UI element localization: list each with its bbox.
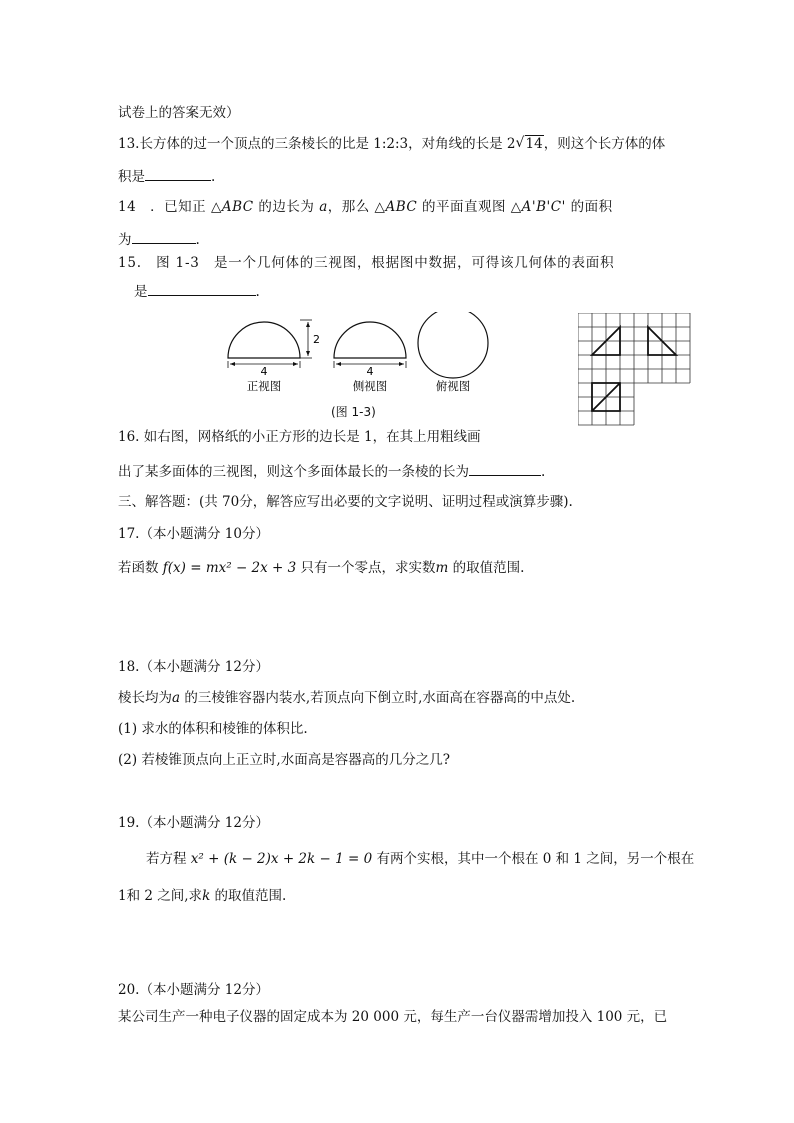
front-view-semicircle xyxy=(228,322,300,358)
q13-text-2: 积是 xyxy=(118,169,145,185)
q18-var-a: a xyxy=(172,690,181,706)
q13-text: 13.长方体的过一个顶点的三条棱长的比是 1:2:3，对角线的长是 2 xyxy=(118,136,516,152)
question-17-heading: 17.（本小题满分 10分） xyxy=(118,526,269,542)
side-view-label: 侧视图 xyxy=(352,379,388,393)
q17-text-3: 的取值范围. xyxy=(448,560,525,576)
q17-text-1: 若函数 xyxy=(118,560,163,576)
sqrt-symbol: √ 14 xyxy=(515,135,543,152)
q14-text-4: 的平面直观图 △ xyxy=(417,199,522,215)
line-instructions-tail: 试卷上的答案无效） xyxy=(118,105,240,121)
question-18-part-2: (2) 若棱锥顶点向上正立时,水面高是容器高的几分之几? xyxy=(118,752,450,768)
q14-text-2: 的边长为 xyxy=(253,199,320,215)
question-16-line-1: 16. 如右图，网格纸的小正方形的边长是 1，在其上用粗线画 xyxy=(118,429,481,445)
q14-a: a xyxy=(319,199,328,215)
answer-blank-15[interactable] xyxy=(148,281,256,296)
figure-caption: (图 1-3) xyxy=(331,405,376,419)
q14-text-3: ，那么 △ xyxy=(327,199,386,215)
question-20-body: 某公司生产一种电子仪器的固定成本为 20 000 元，每生产一台仪器需增加投入 100 元，已 xyxy=(118,1009,668,1025)
height-label: 2 xyxy=(313,333,320,346)
three-view-figure xyxy=(220,312,490,400)
q14-abc-2: ABC xyxy=(385,199,418,215)
q17-formula: f(x) = mx² − 2x + 3 xyxy=(162,560,297,576)
question-18-part-1: (1) 求水的体积和棱锥的体积比. xyxy=(118,721,308,737)
sqrt-radicand: 14 xyxy=(525,136,543,152)
q16-text-2: 出了某多面体的三视图，则这个多面体最长的一条棱的长为 xyxy=(118,464,469,480)
grid-three-views xyxy=(578,313,696,429)
question-14-line-2: 为 . xyxy=(118,229,200,249)
answer-blank-16[interactable] xyxy=(469,461,541,476)
question-19-body-1 xyxy=(146,850,694,868)
question-18-body xyxy=(118,689,575,707)
q17-text-2: 只有一个零点，求实数 xyxy=(296,560,436,576)
side-width-label: 4 xyxy=(366,365,374,378)
question-16-line-2: 出了某多面体的三视图，则这个多面体最长的一条棱的长为 . xyxy=(118,461,545,481)
question-19-heading: 19.（本小题满分 12分） xyxy=(118,815,269,831)
q15-text-2: 是 xyxy=(134,284,148,300)
q14-text-1: 14 ．已知正 △ xyxy=(118,199,222,215)
q14-text-5: 的面积 xyxy=(565,199,613,215)
question-15-line-2: 是 . xyxy=(134,281,260,301)
q19-text-4: 的取值范围. xyxy=(210,888,287,904)
question-20-heading: 20.（本小题满分 12分） xyxy=(118,982,269,998)
top-view-label: 俯视图 xyxy=(435,379,471,393)
question-13-line-1 xyxy=(118,135,665,153)
question-14-line-1 xyxy=(118,198,613,216)
top-view-circle xyxy=(418,312,488,378)
q19-text-2: 有两个实根，其中一个根在 0 和 1 之间，另一个根在 xyxy=(372,851,695,867)
q19-var-k: k xyxy=(202,888,211,904)
answer-blank-14[interactable] xyxy=(132,229,196,244)
side-view-semicircle xyxy=(334,322,406,358)
q13-text-tail: ，则这个长方体的体 xyxy=(543,136,666,152)
q17-var-m: m xyxy=(435,560,449,576)
q19-text-1: 若方程 xyxy=(146,851,191,867)
q14-abc-prime: A'B'C' xyxy=(521,199,566,215)
q18-text-2: 的三棱锥容器内装水,若顶点向下倒立时,水面高在容器高的中点处. xyxy=(180,690,576,706)
question-18-heading: 18.（本小题满分 12分） xyxy=(118,659,269,675)
q18-text-1: 棱长均为 xyxy=(118,690,172,706)
answer-blank-13[interactable] xyxy=(145,166,211,181)
front-view-label: 正视图 xyxy=(246,379,282,393)
question-13-line-2: 积是 . xyxy=(118,166,215,186)
q14-abc: ABC xyxy=(221,199,254,215)
question-17-body xyxy=(118,559,524,577)
q14-text-6: 为 xyxy=(118,232,132,248)
front-width-label: 4 xyxy=(260,365,268,378)
question-15-line-1: 15. 图 1-3 是一个几何体的三视图，根据图中数据，可得该几何体的表面积 xyxy=(118,255,615,271)
section-3-heading: 三、解答题：(共 70分，解答应写出必要的文字说明、证明过程或演算步骤). xyxy=(118,494,573,510)
q19-equation: x² + (k − 2)x + 2k − 1 = 0 xyxy=(190,851,373,867)
q19-text-3: 1和 2 之间,求 xyxy=(118,888,203,904)
question-19-body-2 xyxy=(118,887,286,905)
